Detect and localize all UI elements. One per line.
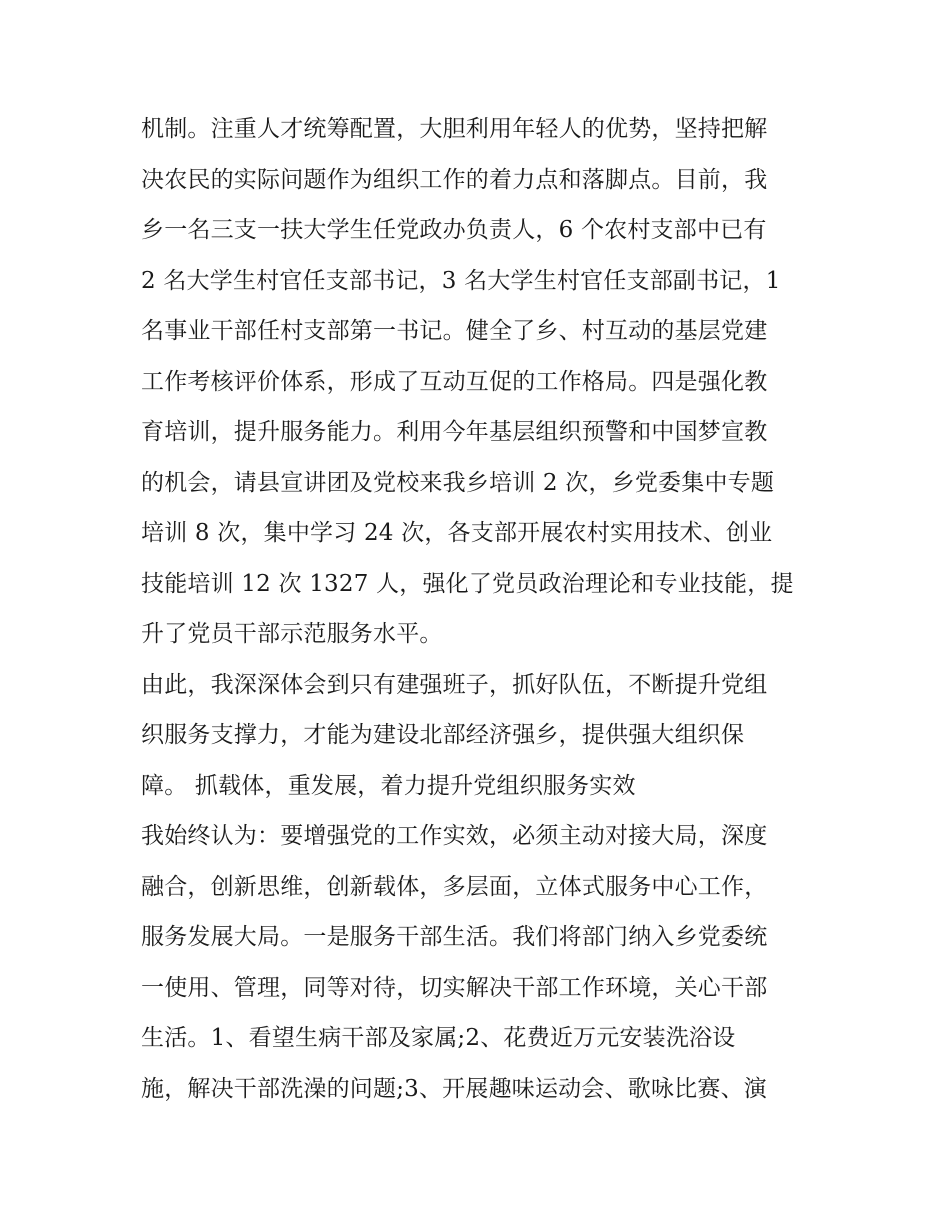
text-line: 融合，创新思维，创新载体，多层面，立体式服务中心工作， [141, 873, 768, 900]
text-line: 升了党员干部示范服务水平。 [141, 621, 443, 647]
text-line: 由此，我深深体会到只有建强班子，抓好队伍，不断提升党组 [141, 671, 768, 698]
text-line: 工作考核评价体系，形成了互动互促的工作格局。四是强化教 [141, 368, 768, 395]
text-line: 名事业干部任村支部第一书记。健全了乡、村互动的基层党建 [141, 318, 768, 344]
text-line: 施，解决干部洗澡的问题;3、开展趣味运动会、歌咏比赛、演 [141, 1075, 767, 1102]
text-line: 织服务支撑力，才能为建设北部经济强乡，提供强大组织保 [141, 722, 745, 748]
text-line: 决农民的实际问题作为组织工作的着力点和落脚点。目前，我 [141, 166, 768, 193]
text-line: 技能培训 12 次 1327 人，强化了党员政治理论和专业技能，提 [141, 570, 794, 597]
text-line: 培训 8 次，集中学习 24 次，各支部开展农村实用技术、创业 [141, 520, 773, 546]
text-line: 服务发展大局。一是服务干部生活。我们将部门纳入乡党委统 [141, 924, 768, 950]
text-line: 乡一名三支一扶大学生任党政办负责人，6 个农村支部中已有 [141, 217, 767, 243]
text-line: 生活。1、看望生病干部及家属;2、花费近万元安装洗浴设 [141, 1025, 736, 1051]
text-line: 一使用、管理，同等对待，切实解决干部工作环境，关心干部 [141, 974, 768, 1001]
text-line: 2 名大学生村官任支部书记，3 名大学生村官任支部副书记，1 [141, 267, 781, 294]
text-line: 的机会，请县宣讲团及党校来我乡培训 2 次，乡党委集中专题 [141, 469, 775, 496]
text-line: 机制。注重人才统筹配置，大胆利用年轻人的优势，坚持把解 [141, 116, 768, 142]
text-line: 育培训，提升服务能力。利用今年基层组织预警和中国梦宣教 [141, 419, 768, 445]
text-line: 我始终认为：要增强党的工作实效，必须主动对接大局，深度 [141, 823, 768, 849]
text-line: 障。 抓载体，重发展，着力提升党组织服务实效 [141, 772, 636, 799]
document-body [141, 104, 831, 1114]
